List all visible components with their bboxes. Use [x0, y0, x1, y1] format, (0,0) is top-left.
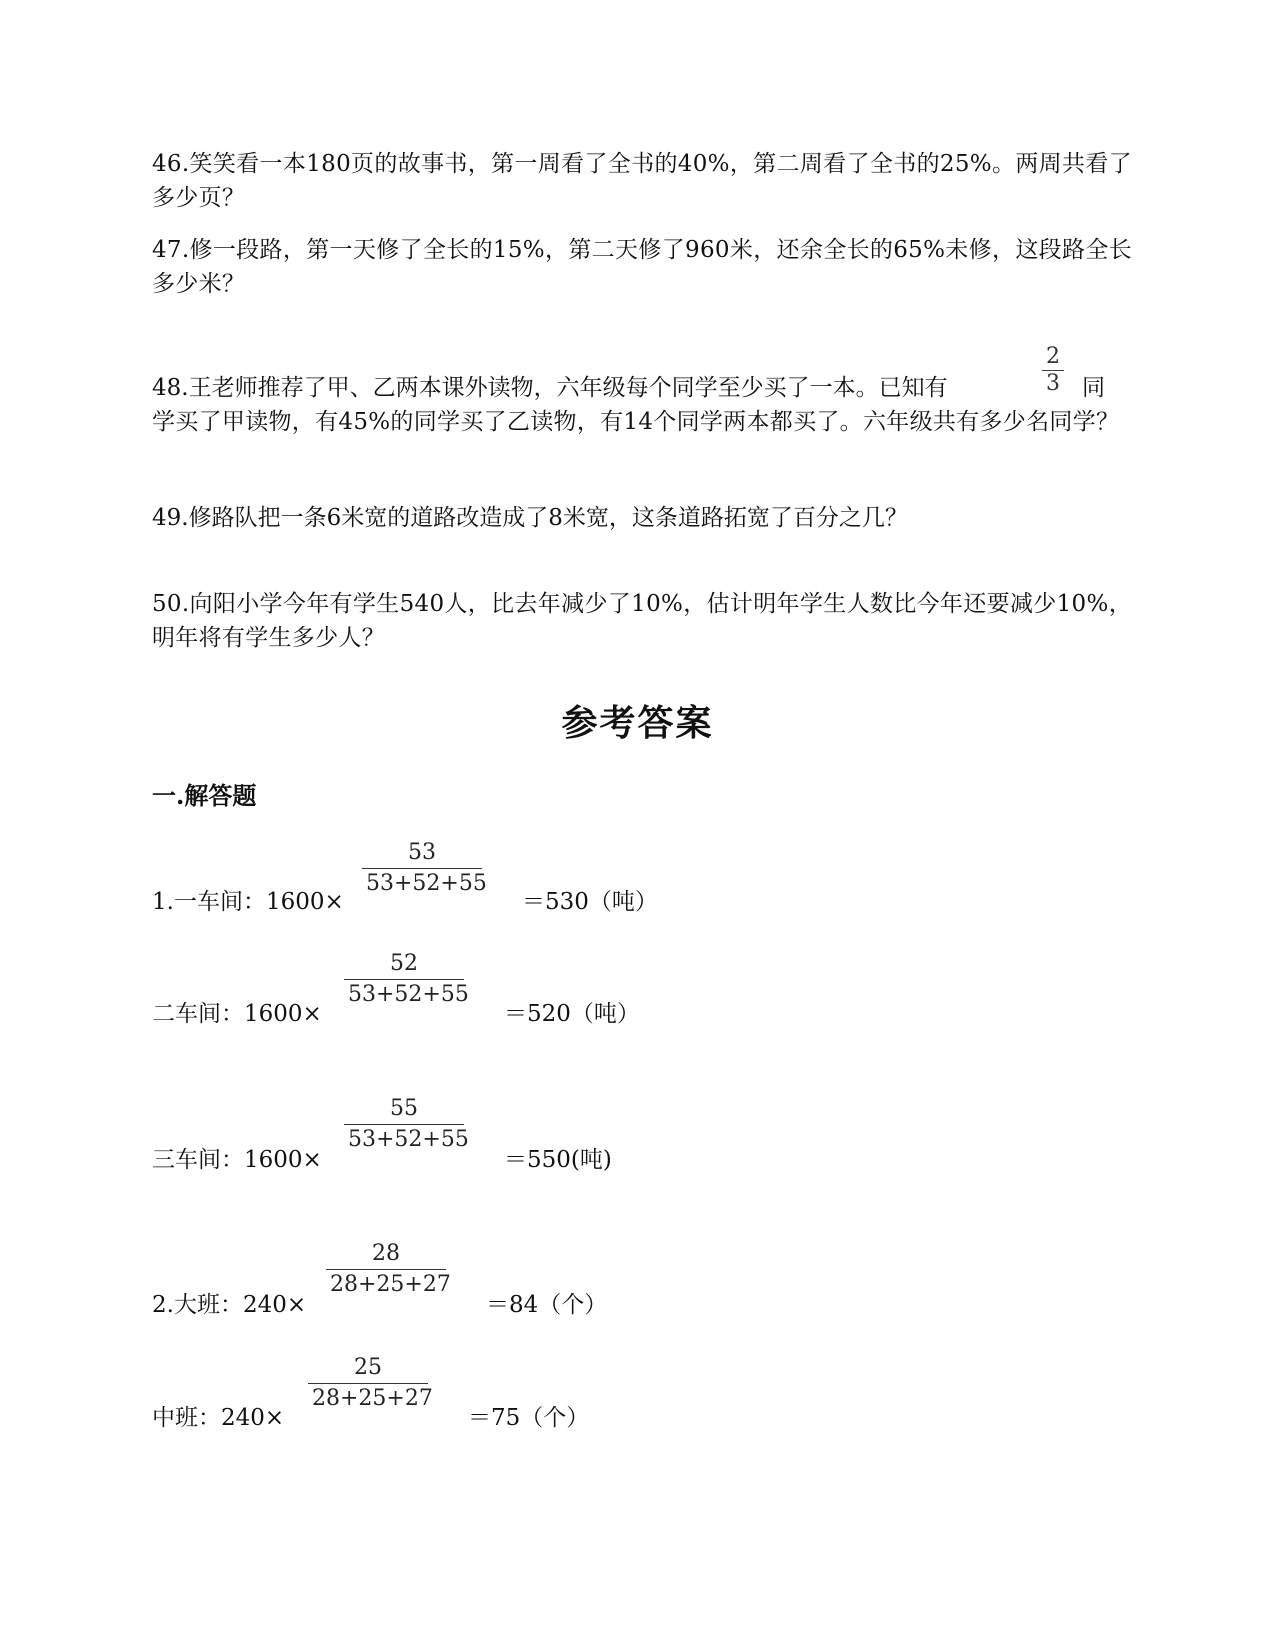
fraction-bar — [344, 1124, 464, 1125]
answer-5-fraction — [308, 1355, 433, 1412]
answer-3-denominator: 53+52+55 — [348, 1127, 469, 1152]
fraction-bar — [326, 1269, 446, 1270]
answer-4-prefix: 2.大班：240× — [152, 1292, 307, 1318]
question-47: 47.修一段路，第一天修了全长的15%，第二天修了960米，还余全长的65%未修，这段路全长多少米？ — [152, 237, 1132, 297]
answer-4-fraction — [326, 1241, 451, 1298]
fraction-bar — [362, 868, 482, 869]
question-46: 46.笑笑看一本180页的故事书，第一周看了全书的40%，第二周看了全书的25%。两周共看了多少页？ — [152, 151, 1132, 211]
answer-5-result: ＝75（个） — [468, 1405, 590, 1431]
fraction-denominator: 3 — [1046, 371, 1060, 396]
section-heading: 一.解答题 — [152, 781, 257, 810]
question-48-line1: 48.王老师推荐了甲、乙两本课外读物，六年级每个同学至少买了一本。已知有 — [152, 375, 948, 401]
answer-1-result: ＝530（吨） — [522, 889, 658, 915]
answer-2-denominator: 53+52+55 — [348, 982, 469, 1007]
answer-5-numerator: 25 — [354, 1355, 382, 1380]
answer-4-numerator: 28 — [372, 1241, 400, 1266]
fraction-bar — [344, 979, 464, 980]
answer-5-prefix: 中班：240× — [152, 1405, 285, 1431]
question-48-rest: 学买了甲读物，有45%的同学买了乙读物，有14个同学两本都买了。六年级共有多少名同学？ — [152, 409, 1120, 435]
answer-4-denominator: 28+25+27 — [330, 1272, 451, 1297]
question-49: 49.修路队把一条6米宽的道路改造成了8米宽，这条道路拓宽了百分之几？ — [152, 505, 908, 531]
answer-2-fraction — [344, 951, 469, 1008]
answers-title: 参考答案 — [561, 702, 714, 744]
question-50: 50.向阳小学今年有学生540人，比去年减少了10%，估计明年学生人数比今年还要减少10%，明年将有学生多少人？ — [152, 591, 1132, 651]
answer-3-fraction — [344, 1096, 469, 1153]
answer-3-numerator: 55 — [390, 1096, 418, 1121]
answer-3-prefix: 三车间：1600× — [152, 1147, 322, 1173]
answer-1-fraction — [362, 840, 487, 897]
answer-2-result: ＝520（吨） — [504, 1001, 640, 1027]
answer-1-prefix: 1.一车间：1600× — [152, 889, 344, 915]
question-48-line1-end: 同 — [1082, 375, 1105, 401]
answer-4-result: ＝84（个） — [486, 1292, 608, 1318]
fraction-two-thirds — [1042, 345, 1064, 396]
answer-2-prefix: 二车间：1600× — [152, 1001, 322, 1027]
fraction-numerator: 2 — [1046, 344, 1060, 369]
answer-1-denominator: 53+52+55 — [366, 871, 487, 896]
answer-3-result: ＝550(吨) — [504, 1147, 612, 1173]
fraction-bar — [308, 1383, 428, 1384]
answer-2-numerator: 52 — [390, 951, 418, 976]
answer-1-numerator: 53 — [408, 840, 436, 865]
answer-5-denominator: 28+25+27 — [312, 1386, 433, 1411]
